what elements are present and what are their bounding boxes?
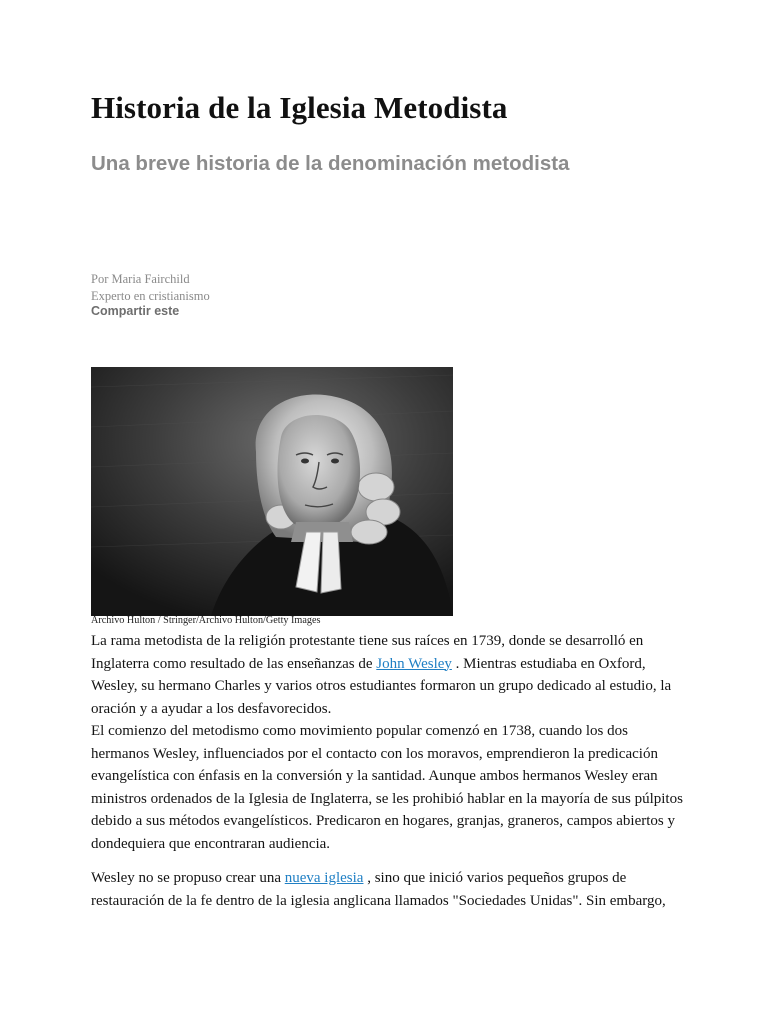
article-title: Historia de la Iglesia Metodista: [91, 90, 508, 125]
share-button[interactable]: Compartir este: [91, 304, 180, 318]
article-body: [91, 630, 687, 912]
image-caption: Archivo Hulton / Stringer/Archivo Hulton/Getty Images: [91, 615, 321, 626]
author-name[interactable]: Por Maria Fairchild: [91, 272, 190, 286]
byline: [91, 271, 491, 305]
john-wesley-link[interactable]: John Wesley: [376, 655, 452, 672]
paragraph: [91, 720, 687, 855]
portrait-engraving: [91, 367, 453, 616]
nueva-iglesia-link[interactable]: nueva iglesia: [284, 870, 364, 886]
paragraph-text: La rama metodista de la religión protestante tiene sus raíces en 1739, donde se desarrolló en Inglaterra como resultado de las enseñanzas de: [91, 633, 644, 672]
portrait-image: [91, 367, 453, 616]
paragraph-text: . Mientras estudiaba en Oxford, Wesley, su hermano Charles y varios otros estudiantes formaron un grupo dedicado al estudio, la oración y a ayudar a los desfavorecidos.: [91, 655, 672, 717]
paragraph-text: El comienzo del metodismo como movimiento popular comenzó en 1738, cuando los dos hermanos Wesley, influenciados por el contacto con los moravos, emprendieron la predicación evangelística con énfasis en la conversión y la santidad. Aunque ambos hermanos Wesley eran ministros ordenados de la Iglesia de Inglaterra, se les prohibió hablar en la mayoría de sus púlpitos debido a sus métodos evangelísticos. Predicaron en hogares, granjas, graneros, campos abiertos y dondequiera que encontraran audiencia.: [91, 723, 683, 852]
article-subtitle: Una breve historia de la denominación metodista: [91, 152, 570, 175]
paragraph-text: Wesley no se propuso crear una: [91, 870, 285, 886]
paragraph: [91, 867, 687, 912]
paragraph-text: , sino que inició varios pequeños grupos de restauración de la fe dentro de la iglesia anglicana llamados "Sociedades Unidas". Sin embargo,: [91, 870, 666, 909]
author-role: Experto en cristianismo: [91, 289, 210, 303]
paragraph: [91, 630, 687, 720]
